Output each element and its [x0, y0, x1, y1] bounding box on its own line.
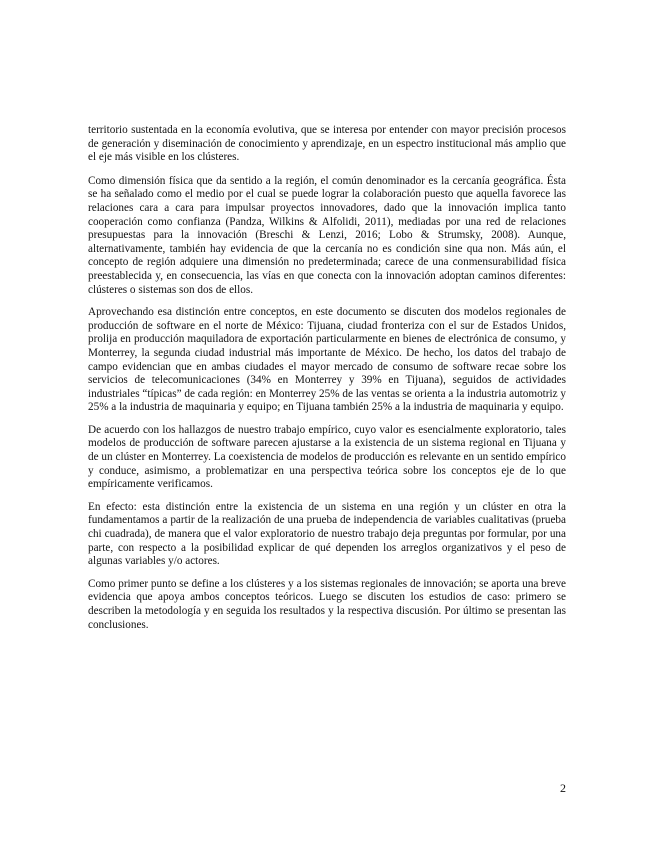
paragraph-1: territorio sustentada en la economía evolutiva, que se interesa por entender con mayor precisión procesos de generación y diseminación de conocimiento y aprendizaje, en un espectro institucional más amplio que el eje más visible en los clústeres. [88, 124, 566, 164]
paragraph-6: Como primer punto se define a los clústeres y a los sistemas regionales de innovación; se aporta una breve evidencia que apoya ambos conceptos teóricos. Luego se discuten los estudios de caso: primero se describen la metodología y en seguida los resultados y la respectiva discusión. Por último se presentan las conclusiones. [88, 577, 566, 631]
paragraph-4: De acuerdo con los hallazgos de nuestro trabajo empírico, cuyo valor es esencialmente exploratorio, tales modelos de producción de software parecen ajustarse a la existencia de un sistema regional en Tijuana y de un clúster en Monterrey. La coexistencia de modelos de producción es relevante en un sentido empírico y conduce, asimismo, a problematizar en una perspectiva teórica sobre los conceptos eje de lo que empíricamente verificamos. [88, 423, 566, 491]
page-number: 2 [560, 781, 566, 795]
paragraph-2: Como dimensión física que da sentido a la región, el común denominador es la cercanía geográfica. Ésta se ha señalado como el medio por el cual se puede lograr la colaboración puesto que aquella favorece las relaciones cara a cara para impulsar proyectos innovadores, dado que la innovación implica tanto cooperación como confianza (Pandza, Wilkins & Alfolidi, 2011), mediadas por una red de relaciones presupuestas para la innovación (Breschi & Lenzi, 2016; Lobo & Strumsky, 2008). Aunque, alternativamente, también hay evidencia de que la cercanía no es condición sine qua non. Más aún, el concepto de región adquiere una dimensión no predeterminada; carece de una conmensurabilidad física preestablecida y, en consecuencia, las vías en que conecta con la innovación adoptan caminos diferentes: clústeres o sistemas son dos de ellos. [88, 174, 566, 296]
paragraph-3: Aprovechando esa distinción entre conceptos, en este documento se discuten dos modelos regionales de producción de software en el norte de México: Tijuana, ciudad fronteriza con el sur de Estados Unidos, prolija en producción maquiladora de exportación particularmente en bienes de electrónica de consumo, y Monterrey, la segunda ciudad industrial más importante de México. De hecho, los datos del trabajo de campo evidencian que en ambas ciudades el mayor mercado de consumo de software recae sobre los servicios de telecomunicaciones (34% en Monterrey y 39% en Tijuana), seguidos de actividades industriales “típicas” de cada región: en Monterrey 25% de las ventas se orienta a la industria automotriz y 25% a la industria de maquinaria y equipo; en Tijuana también 25% a la industria de maquinaria y equipo. [88, 306, 566, 414]
body-text [88, 124, 566, 641]
paragraph-5: En efecto: esta distinción entre la existencia de un sistema en una región y un clúster en otra la fundamentamos a partir de la realización de una prueba de independencia de variables cualitativas (prueba chi cuadrada), de manera que el valor exploratorio de nuestro trabajo deja preguntas por formular, por una parte, con respecto a la posibilidad explicar de qué dependen los arreglos organizativos y el peso de algunas variables y/o actores. [88, 500, 566, 568]
